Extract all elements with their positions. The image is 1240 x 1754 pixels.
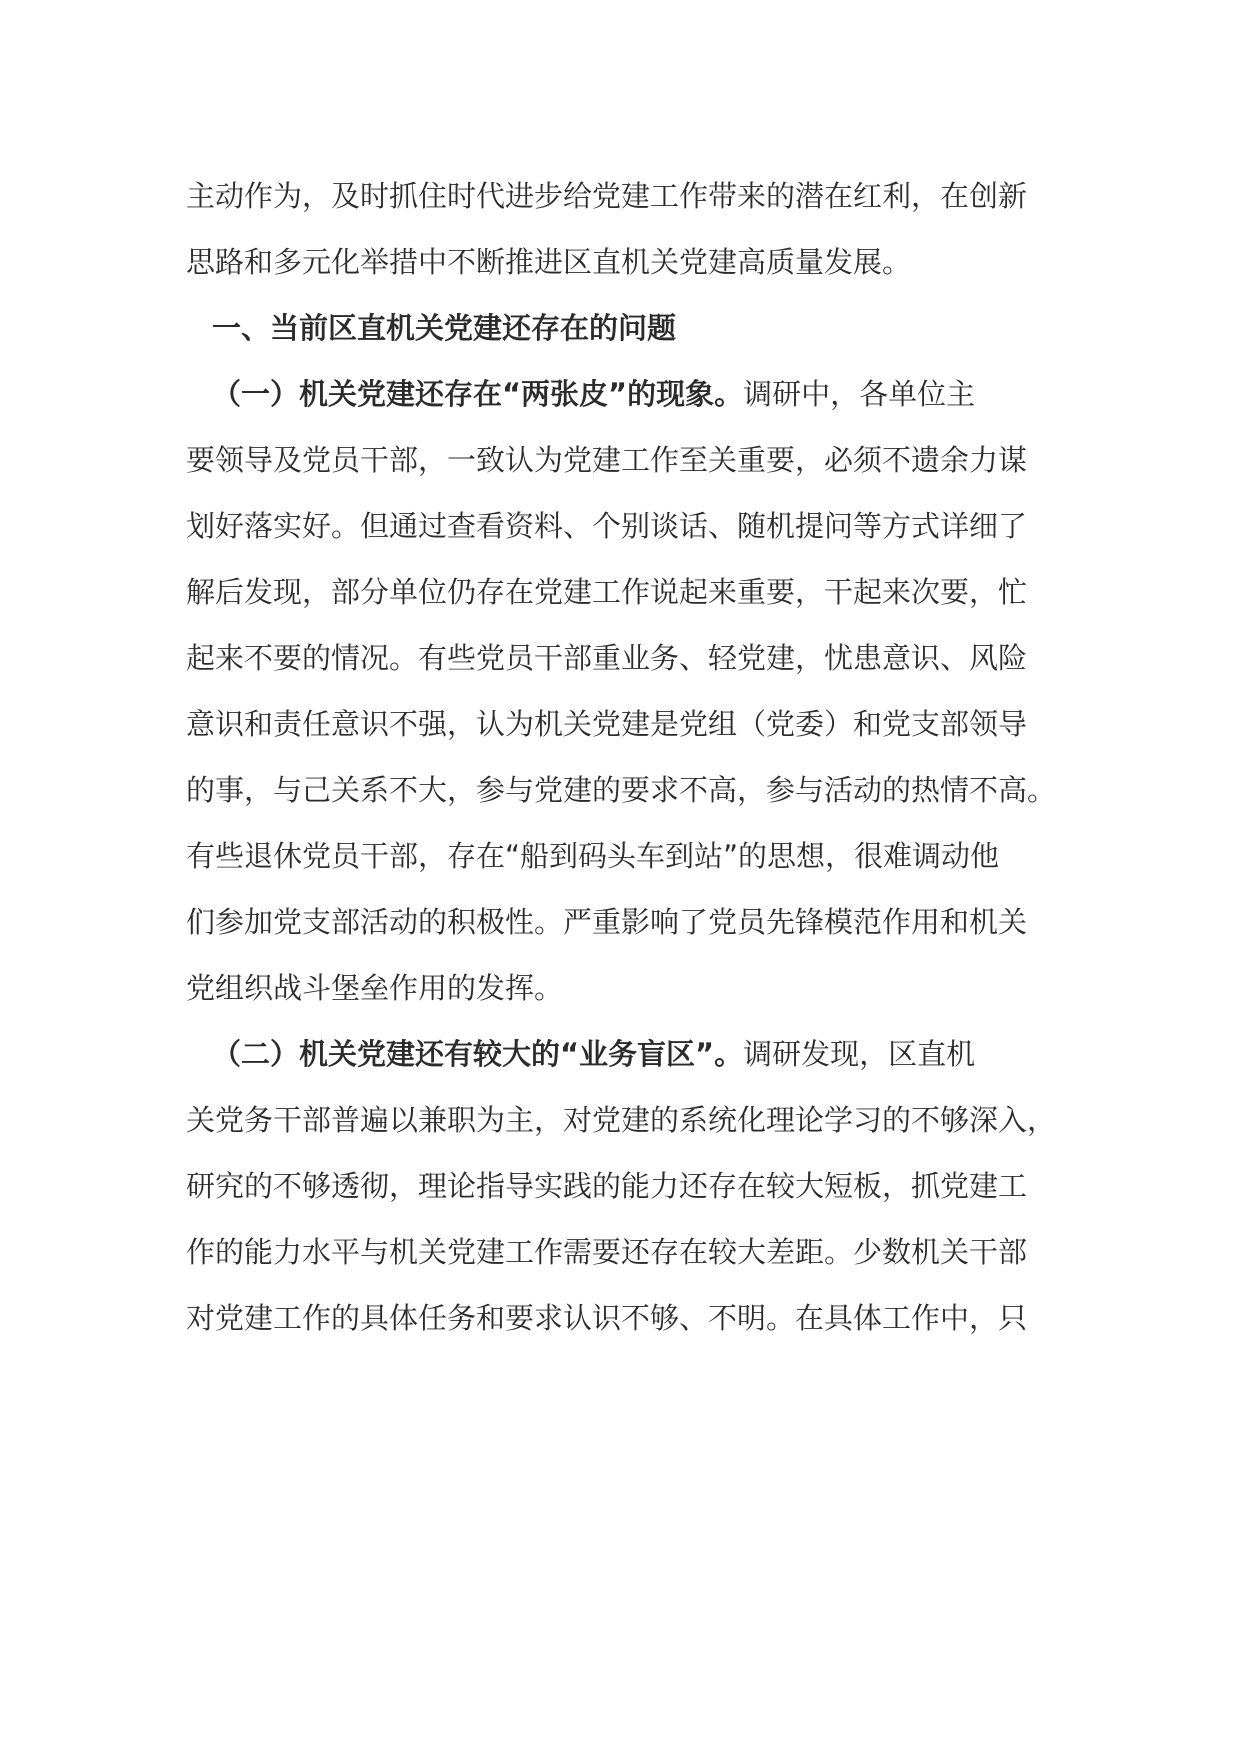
point1-line: 的事，与己关系不大，参与党建的要求不高，参与活动的热情不高。 [186, 773, 1057, 807]
intro-line-2: 思路和多元化举措中不断推进区直机关党建高质量发展。 [186, 245, 912, 279]
point2-line: 研究的不够透彻，理论指导实践的能力还存在较大短板，抓党建工 [186, 1169, 1028, 1203]
point2-line: 对党建工作的具体任务和要求认识不够、不明。在具体工作中，只 [186, 1301, 1028, 1335]
point1-line: 意识和责任意识不强，认为机关党建是党组（党委）和党支部领导 [186, 707, 1028, 741]
point2-title: （二）机关党建还有较大的“业务盲区”。 [212, 1037, 744, 1071]
point1-first-line-rest: 调研中，各单位主 [743, 377, 976, 411]
point2-first-line [212, 1034, 1092, 1074]
point1-first-line [212, 374, 1092, 414]
point2-line: 关党务干部普遍以兼职为主，对党建的系统化理论学习的不够深入， [186, 1103, 1057, 1137]
point2-line: 作的能力水平与机关党建工作需要还存在较大差距。少数机关干部 [186, 1235, 1028, 1269]
point1-line: 党组织战斗堡垒作用的发挥。 [186, 971, 564, 1005]
point1-line: 要领导及党员干部，一致认为党建工作至关重要，必须不遗余力谋 [186, 443, 1028, 477]
point1-line: 起来不要的情况。有些党员干部重业务、轻党建，忧患意识、风险 [186, 641, 1028, 675]
section-heading: 一、当前区直机关党建还存在的问题 [212, 311, 677, 345]
point1-title: （一）机关党建还存在“两张皮”的现象。 [212, 377, 744, 411]
point1-line: 们参加党支部活动的积极性。严重影响了党员先锋模范作用和机关 [186, 905, 1028, 939]
point2-first-line-rest: 调研发现，区直机 [743, 1037, 976, 1071]
point1-line: 划好落实好。但通过查看资料、个别谈话、随机提问等方式详细了 [186, 509, 1028, 543]
intro-line-1: 主动作为，及时抓住时代进步给党建工作带来的潜在红利，在创新 [186, 179, 1028, 213]
point1-line: 有些退休党员干部，存在“船到码头车到站”的思想，很难调动他 [186, 839, 1000, 873]
point1-line: 解后发现，部分单位仍存在党建工作说起来重要，干起来次要，忙 [186, 575, 1028, 609]
